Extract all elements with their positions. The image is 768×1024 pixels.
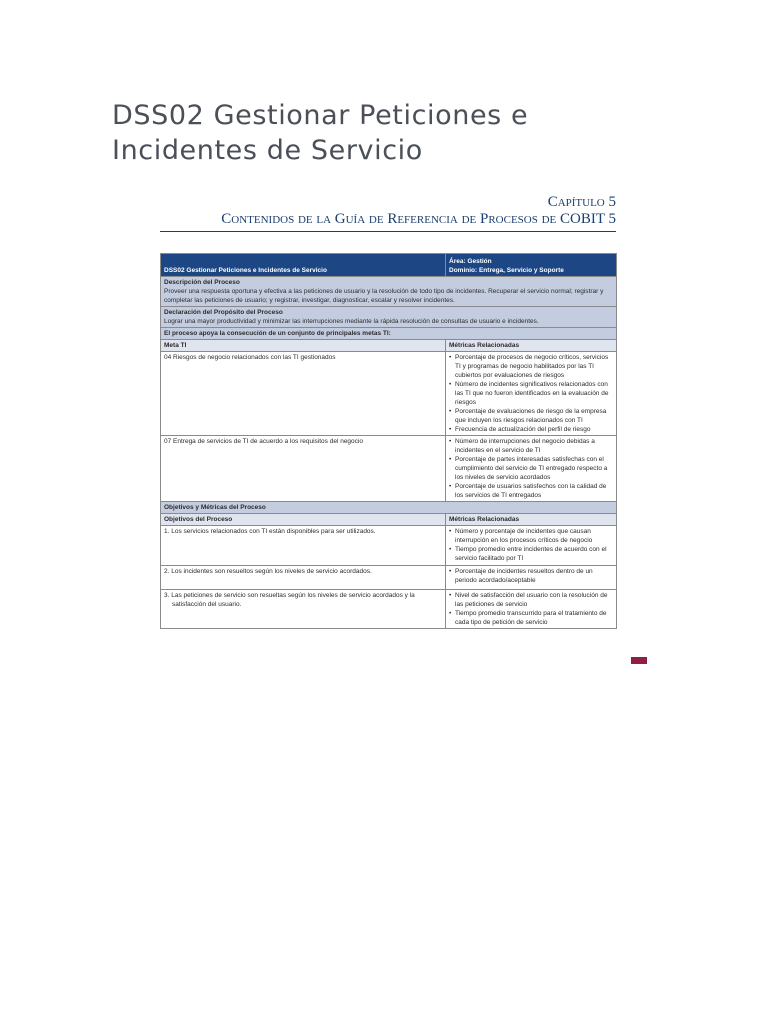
goals-band: El proceso apoya la consecución de un conjunto de principales metas TI: [161,328,617,340]
page-title [112,98,672,168]
list-item: • Porcentaje de usuarios satisfechos con la calidad de los servicios de TI entregados [455,482,613,500]
table-header-row [161,254,617,277]
chapter-label: Capítulo 5 [547,194,616,210]
process-name: DSS02 Gestionar Peticiones e Incidentes de Servicio [164,267,327,274]
process-table [160,253,617,629]
table-row [161,436,617,502]
goal-cell: 04 Riesgos de negocio relacionados con las TI gestionados [161,352,446,436]
table-row [161,566,617,590]
objectives-col-header-metrics: Métricas Relacionadas [446,514,617,526]
list-item: • Porcentaje de partes interesadas satisfechas con el cumplimiento del servicio de TI entregado respecto a los niveles de servicio acordados [455,455,613,482]
list-item: • Tiempo promedio transcurrido para el tratamiento de cada tipo de petición de servicio [455,609,613,627]
metric-list [449,527,613,563]
description-cell [161,277,617,307]
goal-cell: 07 Entrega de servicios de TI de acuerdo a los requisitos del negocio [161,436,446,502]
metric-list [449,437,613,500]
objectives-band-row [161,502,617,514]
metric-list [449,591,613,627]
page-title-line-1: DSS02 Gestionar Peticiones e [112,100,529,131]
domain-label: Dominio: Entrega, Servicio y Soporte [449,267,564,274]
page-title-line-2: Incidentes de Servicio [112,135,423,166]
objective-text: 2. Los incidentes son resueltos según los niveles de servicio acordados. [164,568,372,575]
metrics-cell [446,352,617,436]
goals-col-header-goal: Meta TI [161,340,446,352]
metric-list [449,353,613,434]
objective-text: 1. Los servicios relacionados con TI están disponibles para ser utilizados. [164,528,376,535]
metrics-cell [446,436,617,502]
metrics-cell [446,566,617,590]
objectives-band: Objetivos y Métricas del Proceso [161,502,617,514]
objectives-col-header-objective: Objetivos del Proceso [161,514,446,526]
purpose-row [161,307,617,328]
list-item: • Número de incidentes significativos relacionados con las TI que no fueron identificados en la evaluación de riesgos [455,380,613,407]
objectives-column-headers [161,514,617,526]
chapter-header [160,194,616,228]
goals-band-row [161,328,617,340]
list-item: • Tiempo promedio entre incidentes de acuerdo con el servicio facilitado por TI [455,545,613,563]
metric-list [449,567,613,585]
goals-col-header-metrics: Métricas Relacionadas [446,340,617,352]
list-item: • Porcentaje de incidentes resueltos dentro de un periodo acordado/aceptable [455,567,613,585]
table-row [161,526,617,566]
description-text: Proveer una respuesta oportuna y efectiva a las peticiones de usuario y la resolución de todo tipo de incidentes. Recuperar el servicio normal; registrar y completar las peticiones de usuario; y registrar, investigar, diagnosticar, escalar y resolver incidentes. [164,288,604,304]
metrics-cell [446,590,617,629]
table-row [161,590,617,629]
list-item: • Frecuencia de actualización del perfil de riesgo [455,425,613,434]
purpose-text: Lograr una mayor productividad y minimizar las interrupciones mediante la rápida resolución de consultas de usuario e incidentes. [164,318,539,325]
objective-cell [161,566,446,590]
objective-text: 3. Las peticiones de servicio son resueltas según los niveles de servicio acordados y la satisfacción del usuario. [164,592,415,608]
list-item: • Porcentaje de procesos de negocio críticos, servicios TI y programas de negocio habilitados por las TI cubiertos por evaluaciones de riesgos [455,353,613,380]
list-item: • Nivel de satisfacción del usuario con la resolución de las peticiones de servicio [455,591,613,609]
accent-mark [631,657,647,664]
chapter-guide-title: Contenidos de la Guía de Referencia de Procesos de COBIT 5 [221,211,616,227]
table-row [161,352,617,436]
chapter-divider [160,231,616,232]
area-label: Área: Gestión [449,258,492,265]
list-item: • Número y porcentaje de incidentes que causan interrupción en los procesos críticos de negocio [455,527,613,545]
description-row [161,277,617,307]
process-name-cell [161,254,446,277]
area-domain-cell [446,254,617,277]
metrics-cell [446,526,617,566]
goals-column-headers [161,340,617,352]
purpose-cell [161,307,617,328]
description-label: Descripción del Proceso [164,279,240,286]
objective-cell [161,590,446,629]
objective-cell [161,526,446,566]
purpose-label: Declaración del Propósito del Proceso [164,309,283,316]
list-item: • Porcentaje de evaluaciones de riesgo de la empresa que incluyen los riesgos relacionados con TI [455,407,613,425]
list-item: • Número de interrupciones del negocio debidas a incidentes en el servicio de TI [455,437,613,455]
